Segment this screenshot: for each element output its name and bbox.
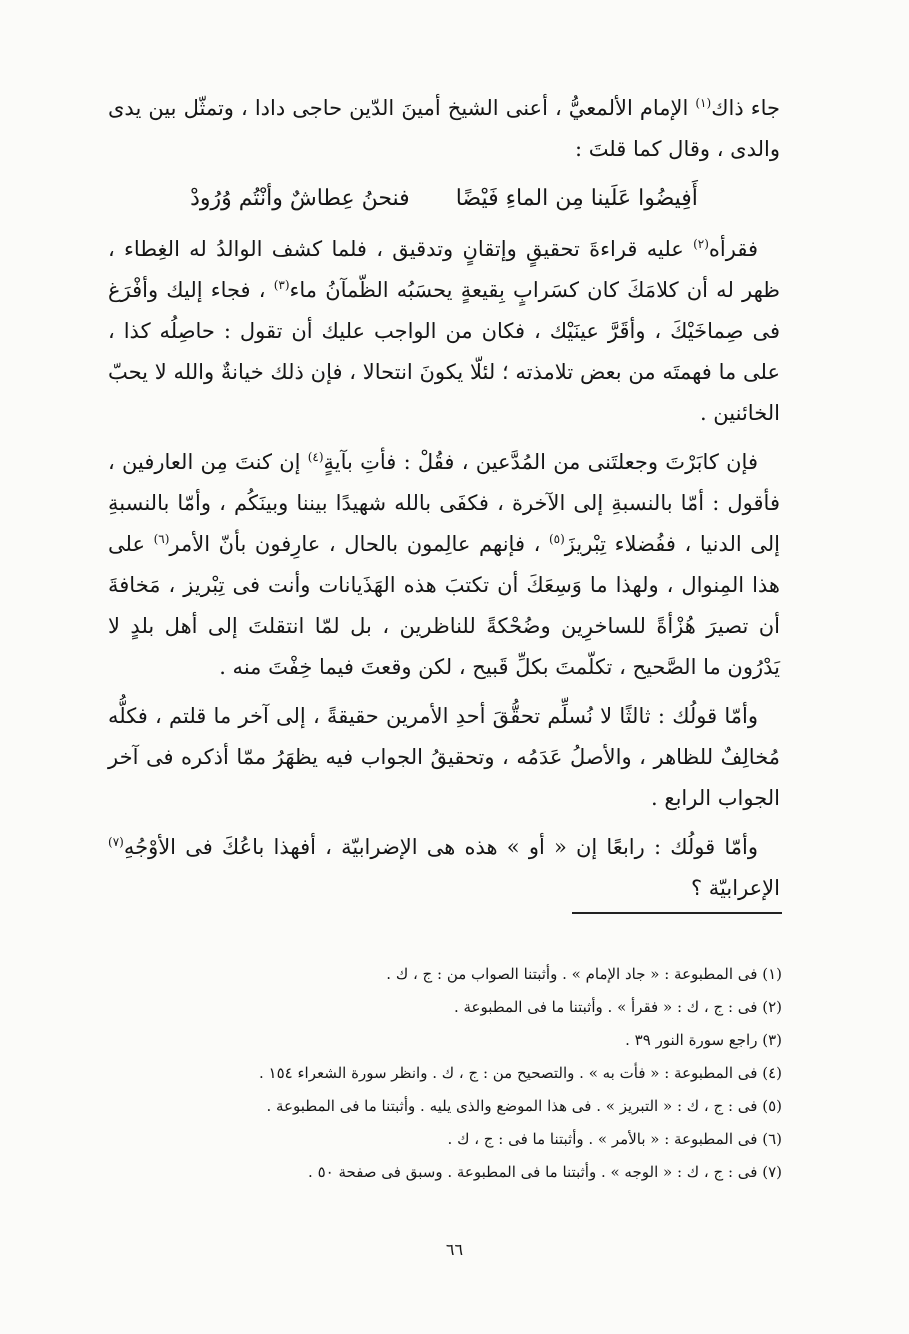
text-run: الإمام الألمعيُّ ، أعنى الشيخ أمينَ الدّين حاجى دادا ، وتمثّل بين يدى والدى ، وقال كما قلتَ :: [108, 96, 780, 161]
text-run: فقرأه: [708, 237, 758, 261]
paragraph-2: [108, 229, 780, 434]
main-text: [108, 88, 780, 917]
footnote-7: (٧) فى : ج ، ك : « الوجه » . وأثبتنا ما فى المطبوعة . وسبق فى صفحة ٥٠ .: [308, 1163, 782, 1181]
footnote-marker: (٧): [108, 835, 124, 849]
footnotes: [160, 958, 782, 1189]
footnote-marker: (٤): [307, 450, 324, 464]
footnote-marker: (٣): [273, 278, 290, 292]
text-run: وأمّا قولُك : رابعًا إن « أو » هذه هى الإضرابيّة ، أفهذا باعُكَ فى الأوْجُهِ: [123, 835, 758, 859]
text-run: جاء ذاك: [711, 96, 780, 120]
footnote-4: (٤) فى المطبوعة : « فأت به » . والتصحيح من : ج ، ك . وانظر سورة الشعراء ١٥٤ .: [258, 1064, 782, 1082]
footnote-1: (١) فى المطبوعة : « جاد الإمام » . وأثبتنا الصواب من : ج ، ك .: [386, 965, 782, 983]
footnote-marker: (٥): [548, 532, 565, 546]
text-run: ، فإنهم عالِمون بالحال ، عارِفون بأنّ الأمر: [169, 532, 549, 556]
verse-line: [108, 178, 780, 219]
footnote-separator: [572, 912, 782, 914]
text-run: وأمّا قولُك : ثالثًا لا نُسلِّم تحقُّقَ أحدِ الأمرين حقيقةً ، إلى آخر ما قلتم ، فكلُّه مُخالِفٌ للظاهر ، والأصلُ عَدَمُه ، وتحقيقُ الجواب فيه يظهَرُ ممّا أذكره فى آخر الجواب الرابع .: [108, 704, 780, 810]
text-run: فإن كابَرْتَ وجعلتَنى من المُدَّعين ، فقُلْ : فأتِ بآيةٍ: [323, 450, 758, 474]
page-number: ٦٦: [445, 1240, 464, 1259]
footnote-marker: (٢): [693, 237, 709, 251]
text-run: عليه قراءةَ تحقيقٍ وإتقانٍ وتدقيق ، فلما كشف الوالدُ له الغِطاء ، ظهر له أن كلامَكَ كان كسَرابٍ بِقيعةٍ يحسَبُه الظّمآنُ ماء: [108, 237, 780, 302]
verse-hemistich-1: أَفِيضُوا عَلَينا مِن الماءِ فَيْضًا: [455, 186, 698, 211]
paragraph-4: [108, 696, 780, 819]
paragraph-1: [108, 88, 780, 170]
paragraph-3: [108, 442, 780, 688]
text-run: ، فجاء إليك وأفْرَغ فى صِماخَيْكَ ، وأقَرَّ عينَيْك ، فكان من الواجب عليك أن تقول : حاصِلُه كذا ، على ما فهمتَه من بعض تلامذته ؛ لئلّا يكونَ انتحالا ، فإن ذلك خيانةٌ والله لا يحبّ الخائنين .: [108, 278, 780, 425]
footnote-marker: (٦): [153, 532, 170, 546]
footnote-marker: (١): [695, 96, 712, 110]
text-run: الإعرابيّة ؟: [690, 876, 780, 900]
paragraph-5: [108, 827, 780, 909]
text-run: إن كنتَ مِن العارفين ، فأقول : أمّا بالنسبةِ إلى الآخرة ، فكفَى بالله شهيدًا بيننا وبينَكُم ، وأمّا بالنسبةِ إلى الدنيا ، ففُضلاء تِبْريزَ: [108, 450, 781, 556]
footnote-6: (٦) فى المطبوعة : « بالأمر » . وأثبتنا ما فى : ج ، ك .: [447, 1130, 782, 1148]
footnote-5: (٥) فى : ج ، ك : « التبريز » . فى هذا الموضع والذى يليه . وأثبتنا ما فى المطبوعة .: [266, 1097, 782, 1115]
footnote-2: (٢) فى : ج ، ك : « فقرأ » . وأثبتنا ما فى المطبوعة .: [453, 998, 782, 1016]
verse-hemistich-2: فنحنُ عِطاشٌ وأنْتُم وُرُودْ: [190, 186, 410, 211]
text-run: على هذا المِنوال ، ولهذا ما وَسِعَكَ أن تكتبَ هذه الهَذَيانات وأنت فى تِبْريز ، مَخافةَ أن تصيرَ هُزْأةً للساخرِين وضُحْكةً للناظرين ، بل لمّا انتقلتَ إلى أهل بلدٍ لا يَدْرُون ما الصَّحيح ، تكلّمتَ بكلِّ قَبيح ، لكن وقعتَ فيما خِفْتَ منه .: [108, 532, 780, 679]
footnote-3: (٣) راجع سورة النور ٣٩ .: [625, 1031, 782, 1049]
